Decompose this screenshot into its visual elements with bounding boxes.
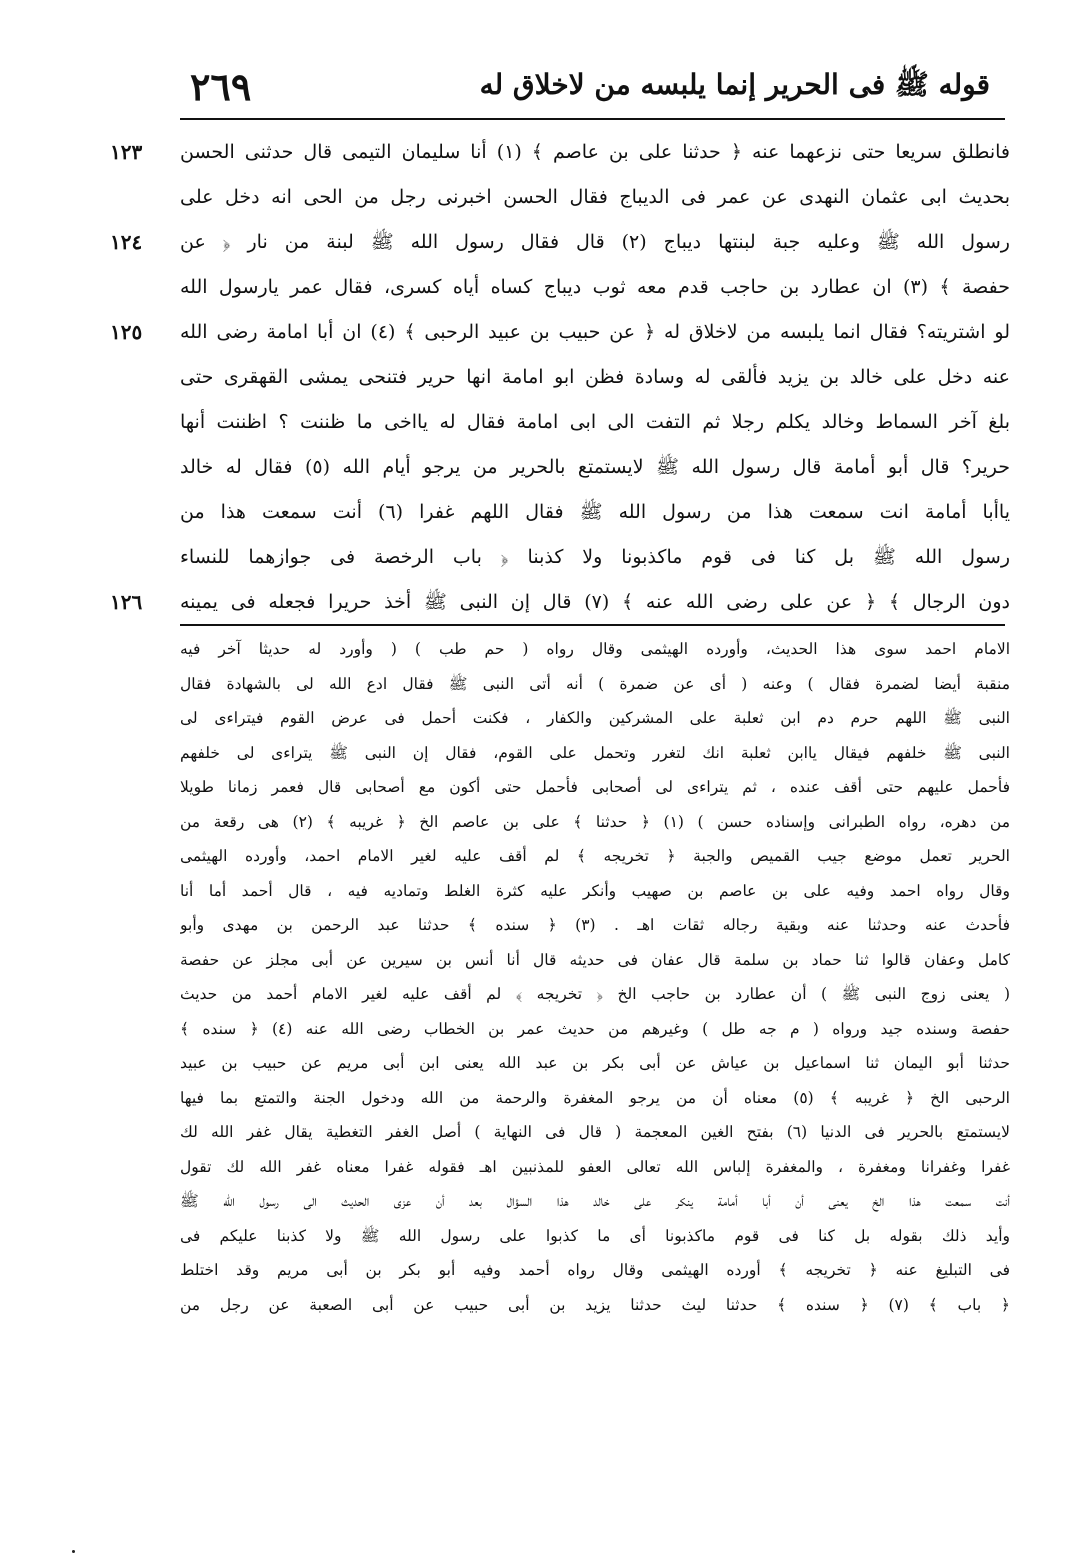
footnote-line: حفصة وسنده جيد ورواه ( م جه طل ) وغيرهم من حديث عمر بن الخطاب رضى الله عنه (٤) ﴿ سنده ﴾ [180,1019,1010,1038]
footnote-line: ﴿ باب ﴾ (٧) ﴿ سنده ﴾ حدثنا ليث حدثنا يزيد بن أبى حبيب عن أبى الصعبة عن رجل من [180,1295,1010,1314]
footnote-line: الحرير تعمل موضع جيب القميص والجبة ﴿ تخريجه ﴾ لم أقف عليه لغير الامام احمد، وأورده الهيثمى [180,847,1010,865]
main-text-line: بلغ آخر السماط وخالد يكلم رجلا ثم التفت الى ابى امامة فقال له يااخى ما ظننت ؟ اظننت أنها [180,411,1010,433]
footnotes-section [180,632,1010,1322]
scan-speck [72,1550,75,1553]
main-text-line: لو اشتريته؟ فقال انما يلبسه من لاخلاق له ﴿ عن حبيب بن عبيد الرحبى ﴾ (٤) ان أبا امامة رضى الله [180,321,1010,343]
main-text-line: دون الرجال ﴾ ﴿ عن على رضى الله عنه ﴾ (٧) قال إن النبى ﷺ أخذ حريرا فجعله فى يمينه [180,591,1010,613]
page-header [180,60,1000,120]
footnote-line: وقال رواه احمد وفيه على بن عاصم بن صهيب وأنكر عليه كثرة الغلط وتماديه فيه ، قال أحمد أما أنا [180,881,1010,900]
main-text-body [180,130,1010,625]
footnote-line: منقبة أيضا لضمرة فقال ) وعنه ( أى عن ضمرة ) أنه أتى النبى ﷺ فقال ادع الله لى بالشهادة فقال [180,674,1010,693]
footnote-line: ( يعنى زوج النبى ﷺ ) أن عطارد بن حاجب الخ ﴿ تخريجه ﴾ لم أقف عليه لغير الامام أحمد من حديث [180,985,1010,1003]
footnote-separator [180,624,1005,626]
main-text-line: رسول الله ﷺ وعليه جبة لبنتها ديباج (٢) قال فقال رسول الله ﷺ لبنة من نار ﴿ عن [180,231,1010,253]
hadith-number: ١٢٦ [110,590,143,614]
footnote-line: فأحدث عنه وحدثنا عنه وبقية رجاله ثقات اهـ . (٣) ﴿ سنده ﴾ حدثنا عبد الرحمن بن مهدى وأبو [180,916,1010,934]
hadith-number: ١٢٤ [110,230,143,254]
main-text-line: فانطلق سريعا حتى نزعهما عنه ﴿ حدثنا على بن عاصم ﴾ (١) أنا سليمان التيمى قال حدثنى الحسن [180,141,1010,163]
footnote-line: وأيد ذلك بقوله بل كنا فى قوم ماكذبونا أى ما كذبوا على رسول الله ﷺ ولا كذبنا عليكم فى [180,1226,1010,1245]
footnote-line: الامام احمد سوى هذا الحديث، وأورده الهيثمى وقال رواه ( حم طب ) ( وأورد له حديثا آخر فيه [180,640,1010,658]
main-text-line: بحديث ابى عثمان النهدى عن عمر فى الديباج فقال الحسن اخبرنى رجل من الحى انه دخل على [180,186,1010,208]
hadith-number: ١٢٣ [110,140,143,164]
main-text-line: حفصة ﴾ (٣) ان عطارد بن حاجب قدم معه ثوب ديباج كساه أياه كسرى، فقال عمر يارسول الله [180,276,1010,298]
footnote-line: فى التبليغ عنه ﴿ تخريجه ﴾ أورده الهيثمى وقال رواه أحمد وفيه أبو بكر بن أبى مريم وقد اختلط [180,1261,1010,1279]
footnote-line: أنت سمعت هذا الخ يعنى أن أبا أمامة ينكر على خالد هذا السؤال بعد أن عزى الحديث الى رسول الله ﷺ [180,1192,1010,1210]
footnote-line: غفرا وغفرانا ومغفرة ، والمغفرة إلباس الله تعالى العفو للمذنبين اهـ فقوله غفرا معناه غفر الله لك تقول [180,1157,1010,1176]
footnote-line: النبى ﷺ اللهم حرم دم ابن ثعلبة على المشركين والكفار ، فكنت أحمل فى عرض القوم فيتراءى لى [180,709,1010,727]
page-number: ٢٦٩ [190,64,252,109]
hadith-number: ١٢٥ [110,320,143,344]
main-text-line: حرير؟ قال أبو أمامة قال رسول الله ﷺ لايستمتع بالحرير من يرجو أيام الله (٥) فقال له خالد [180,456,1010,478]
footnote-line: النبى ﷺ خلفهم فيقال ياابن ثعلبة انك لتغرر وتحمل على القوم، فقال إن النبى ﷺ يتراءى لى خلفهم [180,743,1010,762]
footnote-line: حدثنا أبو اليمان ثنا اسماعيل بن عياش عن أبى بكر بن عبد الله يعنى ابن أبى مريم عن حبيب بن عبيد [180,1054,1010,1072]
running-title: قوله ﷺ فى الحرير إنما يلبسه من لاخلاق له [479,68,990,101]
footnote-line: الرحبى الخ ﴿ غريبه ﴾ (٥) معناه أن من يرجو المغفرة والرحمة من الله ودخول الجنة والتمتع بما فيها [180,1088,1010,1107]
footnote-line: من دهره، رواه الطبرانى وإسناده حسن ) (١) ﴿ حدثنا ﴾ على بن عاصم الخ ﴿ غريبه ﴾ (٢) هى رقعة من [180,812,1010,831]
footnote-line: لايستمتع بالحرير فى الدنيا (٦) بفتح الغين المعجمة ( قال فى النهاية ) أصل الغفر التغطية يقال غفر الله لك [180,1123,1010,1141]
main-text-line: عنه دخل على خالد بن يزيد فألقى له وسادة فظن ابو امامة انها حرير فتنحى يمشى القهقرى حتى [180,366,1010,388]
header-rule [180,118,1005,120]
footnote-line: كامل وعفان قالوا ثنا حماد بن سلمة قال عفان فى حديثه قال أنا أنس بن سيرين عن أبى مجلز عن حفصة [180,950,1010,969]
footnote-line: فأحمل عليهم حتى أقف عنده ، ثم يتراءى لى أصحابى فأحمل حتى أكون مع أصحابى قال فعمر زمانا طويلا [180,778,1010,796]
main-text-line: ياأبا أمامة انت سمعت هذا من رسول الله ﷺ فقال اللهم غفرا (٦) أنت سمعت هذا من [180,501,1010,523]
main-text-line: رسول الله ﷺ بل كنا فى قوم ماكذبونا ولا كذبنا ﴿ باب الرخصة فى جوازهما للنساء [180,546,1010,568]
